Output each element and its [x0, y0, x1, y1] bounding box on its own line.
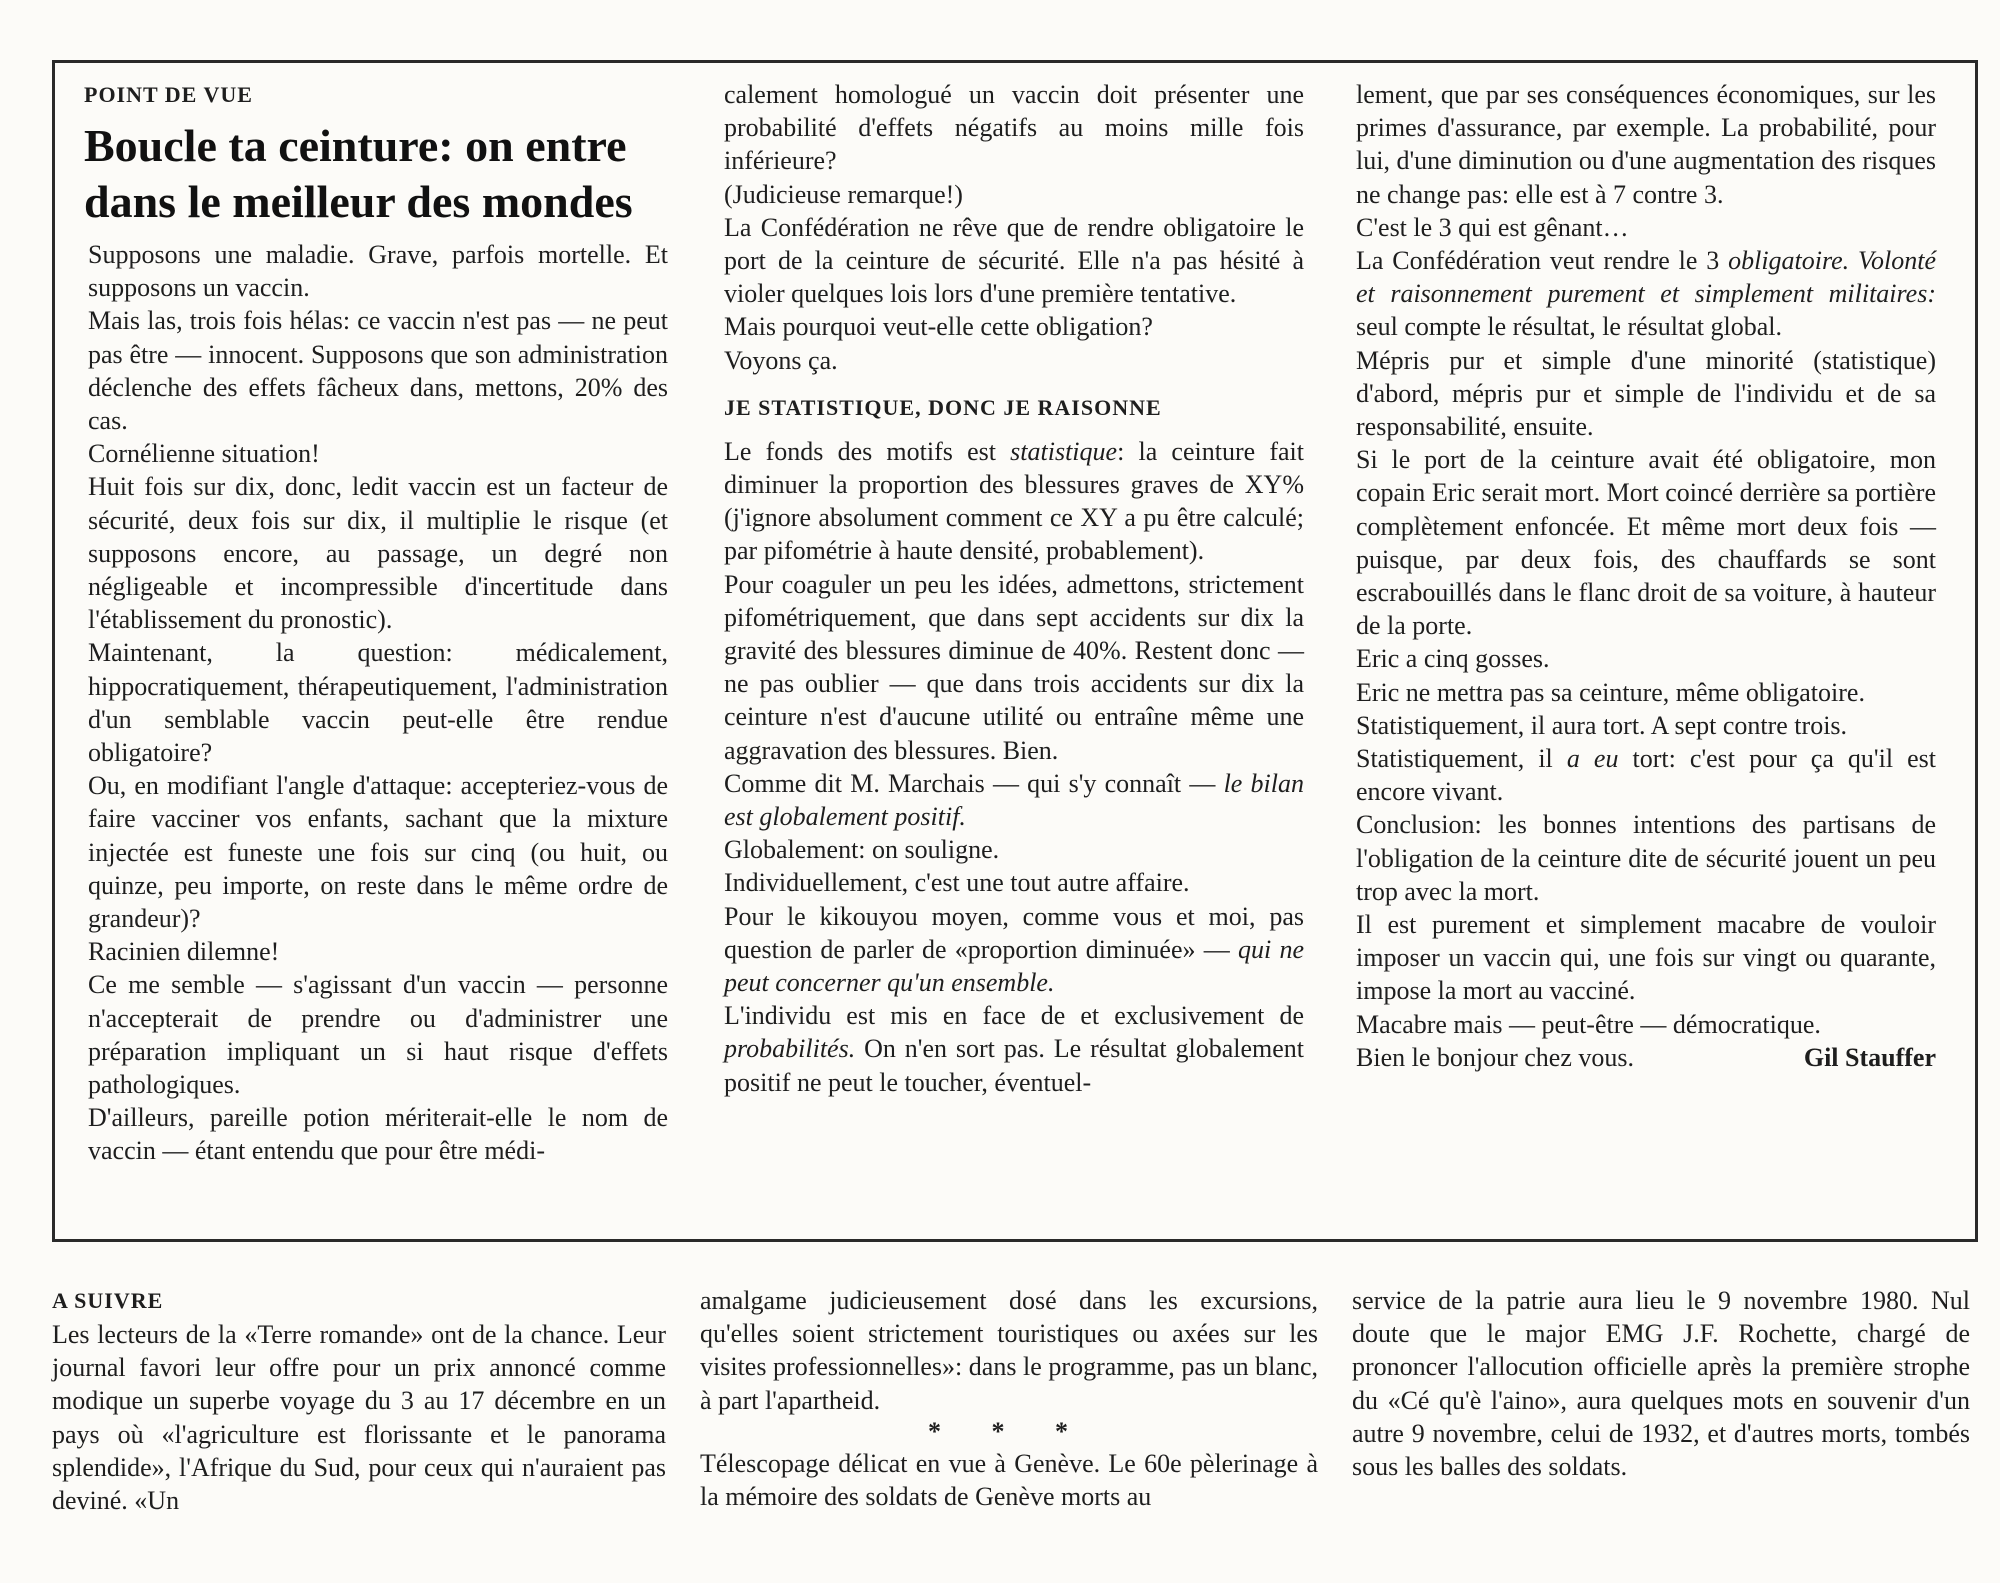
paragraph: Macabre mais — peut-être — démocratique.	[1356, 1009, 1821, 1039]
paragraph: amalgame judicieusement dosé dans les excursions, qu'elles soient strictement touristiques ou axées sur les visites professionnelles»: dans le programme, pas un blanc, à part l'apartheid.	[700, 1286, 1318, 1415]
paragraph: La Confédération veut rendre le 3 obligatoire. Volonté et raisonnement purement et simplement militaires: seul compte le résultat, le résultat global.	[1356, 246, 1937, 342]
author-byline: Gil Stauffer	[1803, 1042, 1936, 1072]
paragraph: Individuellement, c'est une tout autre affaire.	[724, 868, 1190, 898]
paragraph: Le fonds des motifs est statistique: la ceinture fait diminuer la proportion des blessures graves de XY% (j'ignore absolument comment ce XY a pu être calculé; par pifométrie à haute densité, probablement).	[724, 436, 1305, 566]
paragraph: Il est purement et simplement macabre de vouloir imposer un vaccin qui, une fois sur vingt ou quarante, impose la mort au vacciné.	[1356, 910, 1936, 1006]
paragraph: Eric ne mettra pas sa ceinture, même obligatoire.	[1356, 677, 1865, 707]
paragraph: Pour coaguler un peu les idées, admettons, strictement pifométriquement, que dans sept accidents sur dix la gravité des blessures diminue de 40%. Restent donc — ne pas oublier — que dans trois accidents sur dix la ceinture n'est d'aucune utilité ou entraîne même une aggravation des blessures. Bien.	[724, 569, 1304, 765]
paragraph: Globalement: on souligne.	[724, 835, 1000, 865]
suivre-column-2	[700, 1284, 1318, 1513]
paragraph: Comme dit M. Marchais — qui s'y connaît — le bilan est globalement positif.	[724, 768, 1304, 832]
paragraph: lement, que par ses conséquences économiques, sur les primes d'assurance, par exemple. La probabilité, pour lui, d'une diminution ou d'une augmentation des risques ne change pas: elle est à 7 contre 3.	[1356, 80, 1936, 209]
paragraph: Voyons ça.	[724, 345, 838, 375]
paragraph: Cornélienne situation!	[88, 439, 320, 469]
closing-line	[1356, 1041, 1936, 1074]
paragraph: (Judicieuse remarque!)	[724, 179, 963, 209]
suivre-column-3	[1352, 1284, 1970, 1483]
paragraph: Si le port de la ceinture avait été obligatoire, mon copain Eric serait mort. Mort coincé derrière sa portière complètement enfoncée. Et même mort deux fois — puisque, par deux fois, des chauffards se sont escrabouillés dans le flanc droit de sa voiture, à hauteur de la porte.	[1356, 445, 1936, 641]
paragraph: Ce me semble — s'agissant d'un vaccin — personne n'accepterait de prendre ou d'administrer une préparation impliquant un si haut risque d'effets pathologiques.	[88, 970, 668, 1100]
paragraph: Mais las, trois fois hélas: ce vaccin n'est pas — ne peut pas être — innocent. Supposons que son administration déclenche des effets fâcheux dans, mettons, 20% des cas.	[88, 306, 668, 436]
paragraph: Pour le kikouyou moyen, comme vous et moi, pas question de parler de «proportion diminuée» — qui ne peut concerner qu'un ensemble.	[724, 901, 1305, 998]
suivre-column-1	[52, 1286, 666, 1517]
paragraph: Ou, en modifiant l'angle d'attaque: accepteriez-vous de faire vacciner vos enfants, sachant que la mixture injectée est funeste une fois sur cinq (ou huit, ou quinze, peu importe, on reste dans le même ordre de grandeur)?	[88, 771, 668, 934]
paragraph: service de la patrie aura lieu le 9 novembre 1980. Nul doute que le major EMG J.F. Rochette, chargé de prononcer l'allocution officielle après la première strophe du «Cé qu'è l'aino», aura quelques mots en souvenir d'un autre 9 novembre, celui de 1932, et d'autres morts, tombés sous les balles des soldats.	[1352, 1286, 1970, 1482]
paragraph: calement homologué un vaccin doit présenter une probabilité d'effets négatifs au moins mille fois inférieure?	[724, 80, 1304, 176]
paragraph: C'est le 3 qui est gênant…	[1356, 212, 1629, 242]
paragraph: Mais pourquoi veut-elle cette obligation?	[724, 312, 1153, 342]
paragraph: Mépris pur et simple d'une minorité (statistique) d'abord, mépris pur et simple de l'individu et de sa responsabilité, ensuite.	[1356, 345, 1936, 442]
paragraph: Statistiquement, il a eu tort: c'est pour ça qu'il est encore vivant.	[1356, 744, 1937, 807]
paragraph: L'individu est mis en face de et exclusivement de probabilités. On n'en sort pas. Le résultat globalement positif ne peut le toucher, éventuel-	[724, 1001, 1304, 1097]
article-column-1	[84, 80, 704, 1168]
section-separator-stars: * * *	[928, 1416, 1090, 1446]
article-kicker: POINT DE VUE	[84, 82, 253, 107]
paragraph: Huit fois sur dix, donc, ledit vaccin est un facteur de sécurité, deux fois sur dix, il multiplie le risque (et supposons encore, au passage, un degré non négligeable et incompressible d'incertitude dans l'établissement du pronostic).	[88, 472, 668, 635]
article-column-2	[724, 78, 1304, 1099]
article-column-3	[1356, 78, 1936, 1074]
paragraph: D'ailleurs, pareille potion mériterait-elle le nom de vaccin — étant entendu que pour être médi-	[88, 1103, 668, 1166]
paragraph: Télescopage délicat en vue à Genève. Le 60e pèlerinage à la mémoire des soldats de Genève morts au	[700, 1448, 1318, 1512]
paragraph: Maintenant, la question: médicalement, hippocratiquement, thérapeutiquement, l'administration d'un semblable vaccin peut-elle être rendue obligatoire?	[88, 638, 668, 768]
paragraph: Eric a cinq gosses.	[1356, 644, 1550, 674]
section-subhead: JE STATISTIQUE, DONC JE RAISONNE	[724, 394, 1162, 420]
paragraph: Racinien dilemne!	[88, 937, 280, 967]
paragraph: Conclusion: les bonnes intentions des partisans de l'obligation de la ceinture dite de sécurité jouent un peu trop avec la mort.	[1356, 810, 1936, 906]
suivre-kicker: A SUIVRE	[52, 1288, 164, 1313]
paragraph: La Confédération ne rêve que de rendre obligatoire le port de la ceinture de sécurité. Elle n'a pas hésité à violer quelques lois lors d'une première tentative.	[724, 212, 1304, 309]
paragraph: Supposons une maladie. Grave, parfois mortelle. Et supposons un vaccin.	[88, 240, 668, 303]
paragraph: Les lecteurs de la «Terre romande» ont de la chance. Leur journal favori leur offre pour un prix annoncé comme modique un superbe voyage du 3 au 17 décembre en un pays où «l'agriculture est florissante et le panorama splendide», l'Afrique du Sud, pour ceux qui n'auraient pas deviné. «Un	[52, 1320, 666, 1516]
paragraph: Statistiquement, il aura tort. A sept contre trois.	[1356, 710, 1848, 740]
closing-text: Bien le bonjour chez vous.	[1356, 1042, 1634, 1072]
article-headline: Boucle ta ceinture: on entre dans le meilleur des mondes	[84, 120, 633, 227]
